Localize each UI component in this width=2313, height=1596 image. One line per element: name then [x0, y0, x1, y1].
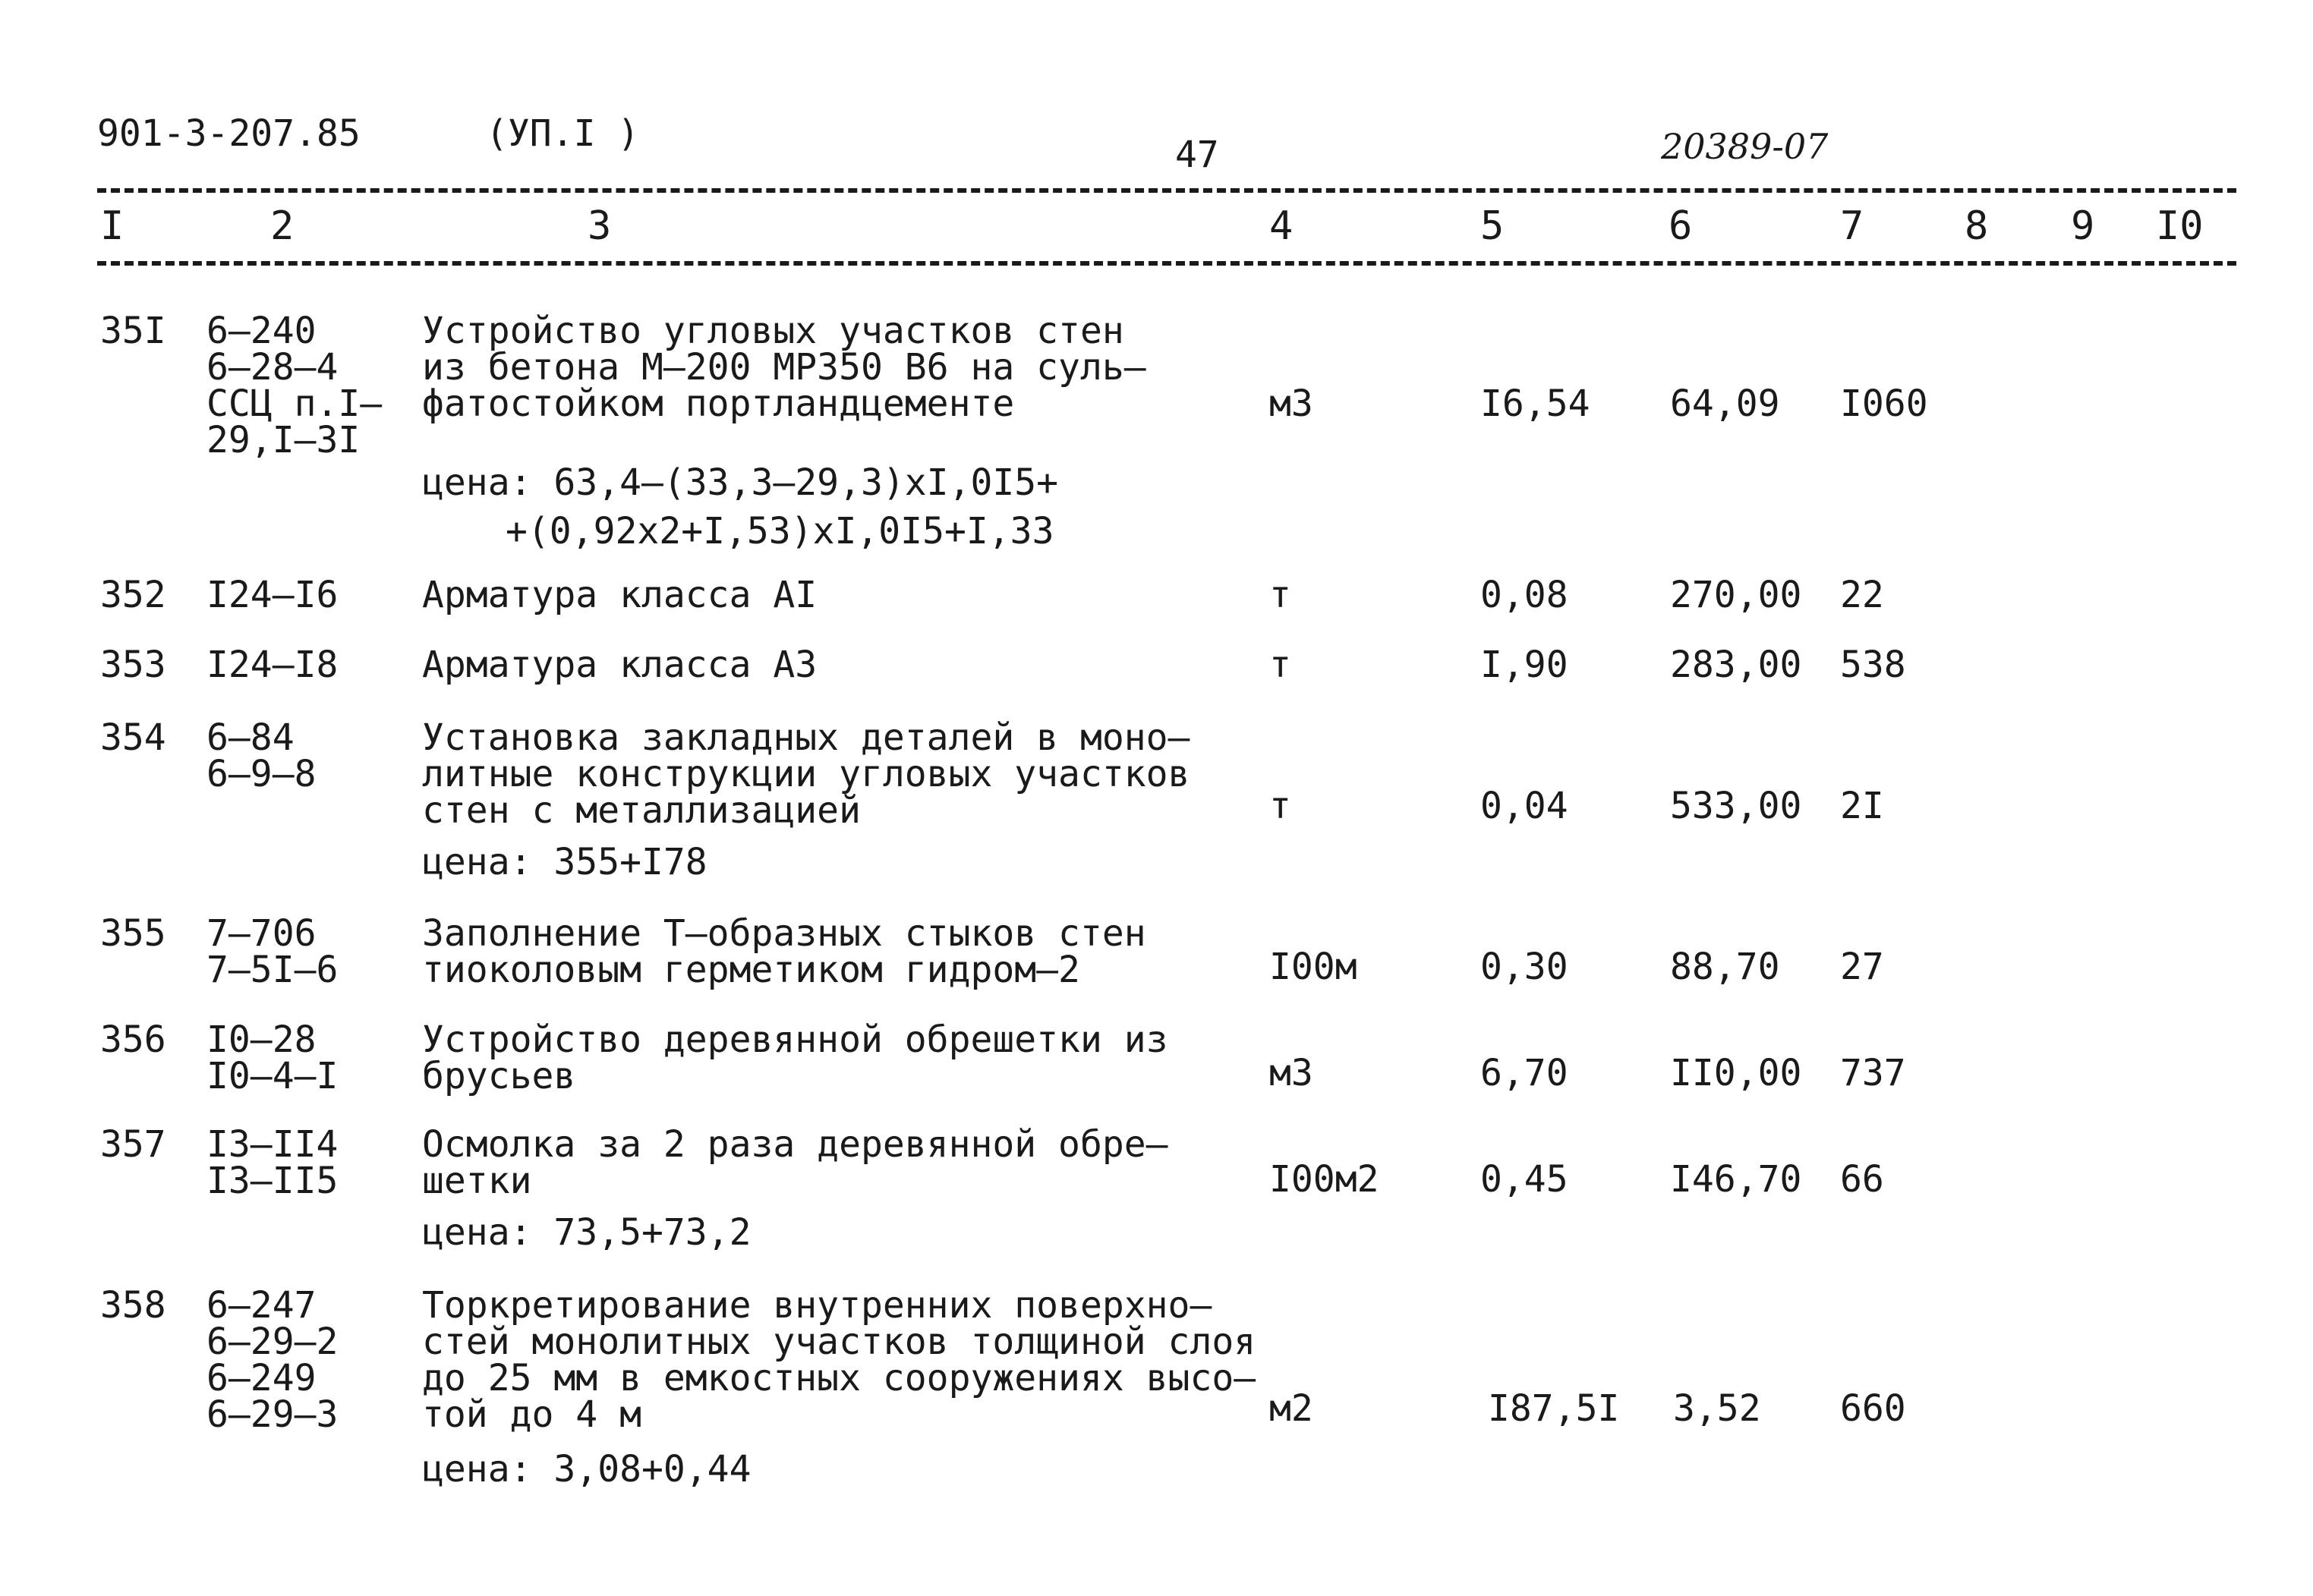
- quantity: I6,54: [1480, 382, 1590, 425]
- price-codes: I24–I6: [206, 574, 339, 616]
- quantity: 0,08: [1480, 574, 1568, 616]
- total-cost: I060: [1840, 382, 1928, 425]
- work-description: Арматура класса А3: [422, 644, 818, 686]
- price-codes: 7–706 7–5I–6: [206, 912, 339, 991]
- unit-cost: 88,70: [1670, 946, 1780, 988]
- work-description: Установка закладных деталей в моно– литные конструкции угловых участков стен с металлизацией: [422, 716, 1190, 832]
- total-cost: 660: [1840, 1387, 1906, 1430]
- price-codes: 6–247 6–29–2 6–249 6–29–3: [206, 1284, 339, 1436]
- col-header-1: I: [100, 203, 124, 249]
- album-label: (УП.I ): [486, 112, 640, 155]
- row-number: 354: [100, 716, 166, 759]
- col-header-7: 7: [1840, 203, 1864, 249]
- unit-cost: 270,00: [1670, 574, 1802, 616]
- work-description: Торкретирование внутренних поверхно– стей монолитных участков толщиной слоя до 25 мм в емкостных сооружениях высо– той до 4 м: [422, 1284, 1256, 1436]
- col-header-5: 5: [1480, 203, 1505, 249]
- row-number: 352: [100, 574, 166, 616]
- quantity: 0,45: [1480, 1158, 1568, 1201]
- work-description: Арматура класса АI: [422, 574, 818, 616]
- archive-stamp: 20389-07: [1661, 126, 1829, 167]
- row-number: 358: [100, 1284, 166, 1327]
- unit: I00м: [1269, 946, 1357, 988]
- unit-cost: I46,70: [1670, 1158, 1802, 1201]
- total-cost: 538: [1840, 644, 1906, 686]
- col-header-2: 2: [270, 203, 295, 249]
- work-description: Осмолка за 2 раза деревянной обре– шетки: [422, 1123, 1168, 1202]
- price-codes: I24–I8: [206, 644, 339, 686]
- row-number: 353: [100, 644, 166, 686]
- price-formula: цена: 73,5+73,2: [422, 1211, 752, 1254]
- price-formula: цена: 3,08+0,44: [422, 1448, 752, 1491]
- unit-cost: II0,00: [1670, 1052, 1802, 1094]
- unit-cost: 533,00: [1670, 785, 1802, 827]
- work-description: Заполнение Т–образных стыков стен тиоколовым герметиком гидром–2: [422, 912, 1146, 991]
- unit-cost: 64,09: [1670, 382, 1780, 425]
- quantity: 0,04: [1480, 785, 1568, 827]
- price-codes: I3–II4 I3–II5: [206, 1123, 339, 1202]
- work-description: Устройство деревянной обрешетки из брусьев: [422, 1018, 1168, 1097]
- row-number: 355: [100, 912, 166, 955]
- quantity: I,90: [1480, 644, 1568, 686]
- row-number: 35I: [100, 310, 166, 352]
- page-number: 47: [1175, 134, 1219, 176]
- total-cost: 2I: [1840, 785, 1884, 827]
- col-header-4: 4: [1269, 203, 1294, 249]
- price-formula: цена: 355+I78: [422, 841, 707, 883]
- header-rule: [97, 261, 2236, 266]
- total-cost: 27: [1840, 946, 1884, 988]
- col-header-10: I0: [2156, 203, 2204, 249]
- unit: т: [1269, 574, 1291, 616]
- col-header-9: 9: [2071, 203, 2095, 249]
- unit-cost: 3,52: [1673, 1387, 1761, 1430]
- unit: т: [1269, 644, 1291, 686]
- total-cost: 22: [1840, 574, 1884, 616]
- price-codes: I0–28 I0–4–I: [206, 1018, 339, 1097]
- col-header-3: 3: [588, 203, 612, 249]
- price-formula: цена: 63,4–(33,3–29,3)хI,0I5+ +(0,92х2+I,53)хI,0I5+I,33: [422, 461, 1059, 552]
- unit: м3: [1269, 1052, 1313, 1094]
- unit: м3: [1269, 382, 1313, 425]
- col-header-6: 6: [1669, 203, 1693, 249]
- row-number: 356: [100, 1018, 166, 1061]
- row-number: 357: [100, 1123, 166, 1166]
- col-header-8: 8: [1965, 203, 1989, 249]
- unit: I00м2: [1269, 1158, 1379, 1201]
- top-rule: [97, 188, 2236, 193]
- quantity: I87,5I: [1488, 1387, 1620, 1430]
- quantity: 6,70: [1480, 1052, 1568, 1094]
- work-description: Устройство угловых участков стен из бетона М–200 МР350 В6 на суль– фатостойком портландцементе: [422, 310, 1146, 425]
- quantity: 0,30: [1480, 946, 1568, 988]
- price-codes: 6–84 6–9–8: [206, 716, 317, 795]
- unit-cost: 283,00: [1670, 644, 1802, 686]
- total-cost: 66: [1840, 1158, 1884, 1201]
- unit: т: [1269, 785, 1291, 827]
- unit: м2: [1269, 1387, 1313, 1430]
- price-codes: 6–240 6–28–4 ССЦ п.I– 29,I–3I: [206, 310, 383, 461]
- total-cost: 737: [1840, 1052, 1906, 1094]
- document-code: 901-3-207.85: [97, 112, 361, 155]
